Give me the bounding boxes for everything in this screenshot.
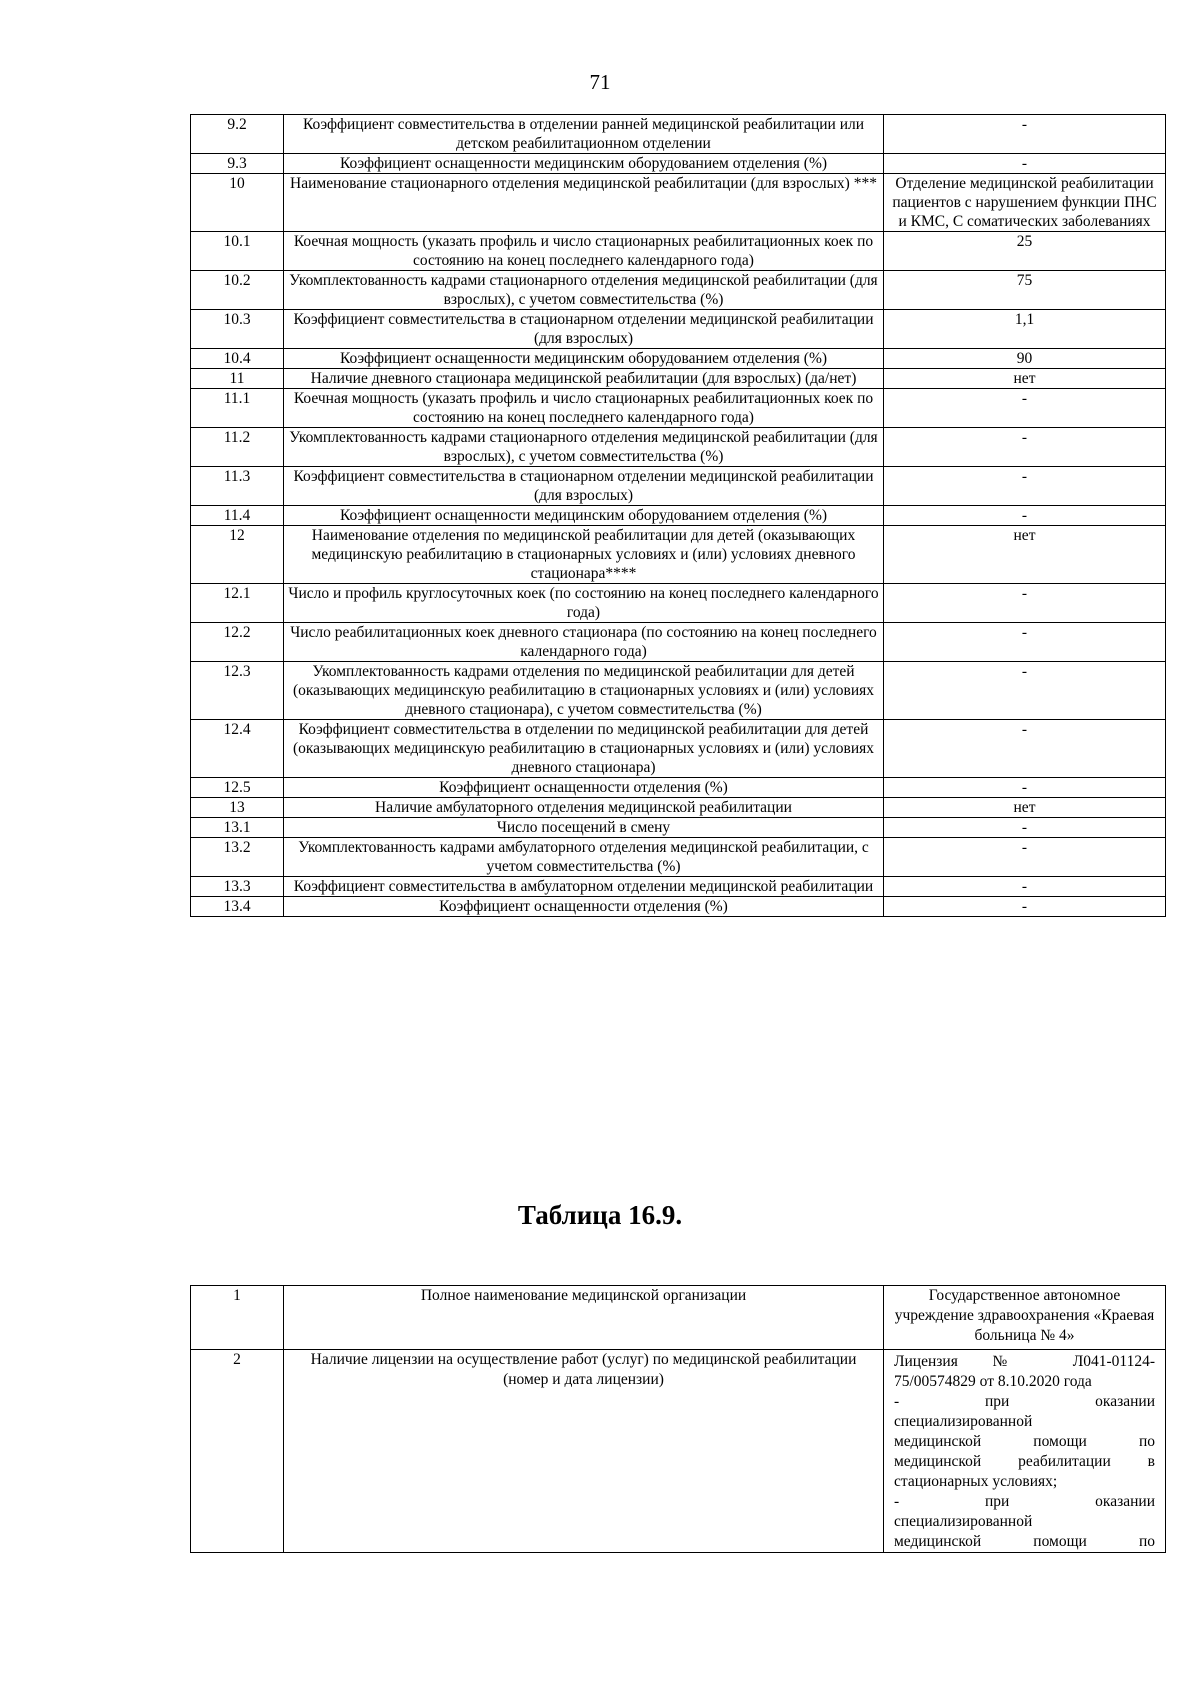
table-row: [191, 174, 1166, 232]
row-number: 11.3: [191, 467, 284, 506]
row-number: 9.3: [191, 154, 284, 174]
row-number: 12: [191, 526, 284, 584]
row-number: 12.2: [191, 623, 284, 662]
table-row: [191, 623, 1166, 662]
license-line: - при оказании: [894, 1493, 1155, 1510]
row-number: 12.4: [191, 720, 284, 778]
license-line: - при оказании: [894, 1393, 1155, 1410]
license-line: Лицензия № Л041-01124-: [894, 1353, 1155, 1370]
row-number: 10.1: [191, 232, 284, 271]
table-row: [191, 232, 1166, 271]
row-description: Наличие амбулаторного отделения медицинской реабилитации: [284, 798, 884, 818]
license-line: медицинской реабилитации в: [894, 1453, 1155, 1470]
row-description: Число и профиль круглосуточных коек (по состоянию на конец последнего календарного года): [284, 584, 884, 623]
license-line: стационарных условиях;: [894, 1473, 1058, 1490]
row-value: 25: [884, 232, 1166, 271]
row-value: -: [884, 467, 1166, 506]
table-caption: Таблица 16.9.: [517, 1200, 683, 1230]
row-description: Коэффициент оснащенности отделения (%): [284, 778, 884, 798]
row-number: 13.4: [191, 897, 284, 917]
row-description: Наименование стационарного отделения медицинской реабилитации (для взрослых) ***: [284, 174, 884, 232]
row-value: Государственное автономное учреждение здравоохранения «Краевая больница № 4»: [884, 1286, 1166, 1350]
row-description: Коэффициент оснащенности медицинским оборудованием отделения (%): [284, 349, 884, 369]
row-description: Наименование отделения по медицинской реабилитации для детей (оказывающих медицинскую реабилитацию в стационарных условиях и (или) условиях дневного стационара****: [284, 526, 884, 584]
row-description: Коэффициент оснащенности отделения (%): [284, 897, 884, 917]
organization-info-table: [190, 1285, 1166, 1553]
rehab-indicators-table: [190, 114, 1166, 917]
row-value: -: [884, 720, 1166, 778]
row-number: 11.2: [191, 428, 284, 467]
row-number: 10.3: [191, 310, 284, 349]
row-value: -: [884, 818, 1166, 838]
table-row: [191, 1286, 1166, 1350]
license-line: специализированной: [894, 1513, 1033, 1530]
row-number: 11: [191, 369, 284, 389]
license-details: [884, 1350, 1166, 1553]
table-row: [191, 369, 1166, 389]
row-number: 10.2: [191, 271, 284, 310]
table-row: [191, 778, 1166, 798]
row-value: -: [884, 584, 1166, 623]
table-row: [191, 310, 1166, 349]
table-row: [191, 428, 1166, 467]
row-description: Наличие лицензии на осуществление работ (услуг) по медицинской реабилитации (номер и дата лицензии): [284, 1350, 884, 1553]
row-value: нет: [884, 369, 1166, 389]
row-value: -: [884, 838, 1166, 877]
table-row: [191, 349, 1166, 369]
row-number: 13.1: [191, 818, 284, 838]
page-number: 71: [589, 70, 611, 94]
row-number: 13.3: [191, 877, 284, 897]
table-row: [191, 271, 1166, 310]
table-row: [191, 467, 1166, 506]
row-description: Коэффициент совместительства в отделении по медицинской реабилитации для детей (оказывающих медицинскую реабилитацию в стационарных условиях и (или) условиях дневного стационара): [284, 720, 884, 778]
table-row: [191, 877, 1166, 897]
row-number: 12.5: [191, 778, 284, 798]
row-description: Укомплектованность кадрами стационарного отделения медицинской реабилитации (для взрослых), с учетом совместительства (%): [284, 271, 884, 310]
row-value: нет: [884, 798, 1166, 818]
license-line: специализированной: [894, 1413, 1033, 1430]
row-number: 1: [191, 1286, 284, 1350]
table-row: [191, 720, 1166, 778]
row-number: 12.1: [191, 584, 284, 623]
row-value: -: [884, 389, 1166, 428]
row-value: 1,1: [884, 310, 1166, 349]
table-row: [191, 115, 1166, 154]
row-number: 12.3: [191, 662, 284, 720]
row-value: нет: [884, 526, 1166, 584]
license-line: медицинской помощи по: [894, 1533, 1155, 1550]
row-number: 10: [191, 174, 284, 232]
row-description: Полное наименование медицинской организации: [284, 1286, 884, 1350]
table-row: [191, 818, 1166, 838]
table-row: [191, 662, 1166, 720]
row-description: Число реабилитационных коек дневного стационара (по состоянию на конец последнего календарного года): [284, 623, 884, 662]
row-value: Отделение медицинской реабилитации пациентов с нарушением функции ПНС и КМС, С соматических заболеваниях: [884, 174, 1166, 232]
row-number: 13: [191, 798, 284, 818]
row-number: 11.4: [191, 506, 284, 526]
table-row: [191, 389, 1166, 428]
row-value: -: [884, 897, 1166, 917]
row-value: -: [884, 428, 1166, 467]
row-value: -: [884, 506, 1166, 526]
row-number: 10.4: [191, 349, 284, 369]
row-description: Укомплектованность кадрами отделения по медицинской реабилитации для детей (оказывающих медицинскую реабилитацию в стационарных условиях и (или) условиях дневного стационара), с учетом совместительства (%): [284, 662, 884, 720]
row-description: Коэффициент совместительства в амбулаторном отделении медицинской реабилитации: [284, 877, 884, 897]
table-row: [191, 897, 1166, 917]
row-description: Коэффициент оснащенности медицинским оборудованием отделения (%): [284, 506, 884, 526]
row-description: Число посещений в смену: [284, 818, 884, 838]
row-description: Коэффициент оснащенности медицинским оборудованием отделения (%): [284, 154, 884, 174]
rehab-indicators-table-body: [191, 115, 1166, 917]
row-description: Укомплектованность кадрами стационарного отделения медицинской реабилитации (для взрослых), с учетом совместительства (%): [284, 428, 884, 467]
row-number: 11.1: [191, 389, 284, 428]
row-description: Коечная мощность (указать профиль и число стационарных реабилитационных коек по состоянию на конец последнего календарного года): [284, 389, 884, 428]
row-value: -: [884, 662, 1166, 720]
table-row: [191, 584, 1166, 623]
row-value: -: [884, 877, 1166, 897]
row-value: -: [884, 778, 1166, 798]
table-row: [191, 526, 1166, 584]
row-description: Коечная мощность (указать профиль и число стационарных реабилитационных коек по состоянию на конец последнего календарного года): [284, 232, 884, 271]
table-row: [191, 506, 1166, 526]
row-description: Коэффициент совместительства в стационарном отделении медицинской реабилитации (для взрослых): [284, 310, 884, 349]
table-row: [191, 838, 1166, 877]
row-value: -: [884, 154, 1166, 174]
table-row: [191, 154, 1166, 174]
row-value: -: [884, 623, 1166, 662]
row-description: Коэффициент совместительства в стационарном отделении медицинской реабилитации (для взрослых): [284, 467, 884, 506]
row-number: 9.2: [191, 115, 284, 154]
row-number: 13.2: [191, 838, 284, 877]
license-line: медицинской помощи по: [894, 1433, 1155, 1450]
row-description: Укомплектованность кадрами амбулаторного отделения медицинской реабилитации, с учетом совместительства (%): [284, 838, 884, 877]
row-number: 2: [191, 1350, 284, 1553]
table-row: [191, 1350, 1166, 1553]
row-description: Наличие дневного стационара медицинской реабилитации (для взрослых) (да/нет): [284, 369, 884, 389]
row-value: -: [884, 115, 1166, 154]
row-value: 75: [884, 271, 1166, 310]
row-value: 90: [884, 349, 1166, 369]
table-row: [191, 798, 1166, 818]
license-line: 75/00574829 от 8.10.2020 года: [894, 1373, 1092, 1390]
row-description: Коэффициент совместительства в отделении ранней медицинской реабилитации или детском реабилитационном отделении: [284, 115, 884, 154]
